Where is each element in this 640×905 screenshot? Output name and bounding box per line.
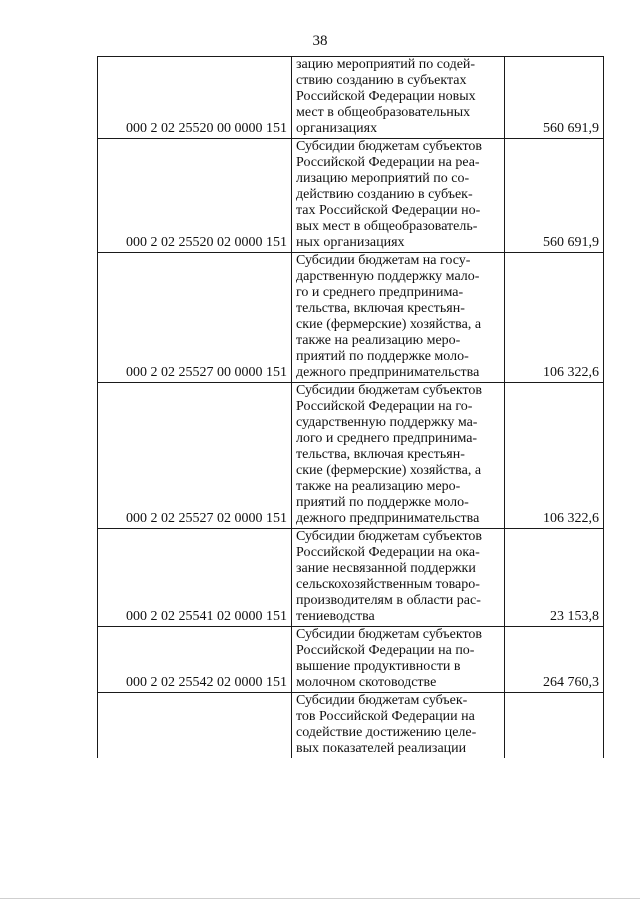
budget-table <box>97 56 604 758</box>
table-row <box>98 139 604 253</box>
budget-amount: 23 153,8 <box>505 529 604 627</box>
budget-description <box>292 139 505 253</box>
budget-code: 000 2 02 25520 00 0000 151 <box>98 57 292 139</box>
description-text: Субсидии бюджетам субъектов Российской Федерации на ока- зание несвязанной поддержки сельскохозяйственным товаро- производителям в области рас- тениеводства <box>296 529 483 624</box>
table-row <box>98 383 604 529</box>
description-text: зацию мероприятий по содей- ствию созданию в субъектах Российской Федерации новых мест в общеобразовательных организациях <box>296 57 476 136</box>
budget-amount: 264 760,3 <box>505 627 604 693</box>
table-row <box>98 627 604 693</box>
description-text: Субсидии бюджетам на госу- дарственную поддержку мало- го и среднего предпринима- тельства, включая крестьян- ские (фермерские) хозяйства, а также на реализацию меро- приятий по поддержке моло- дежного предпринимательства <box>296 253 482 380</box>
budget-code: 000 2 02 25541 02 0000 151 <box>98 529 292 627</box>
description-text: Субсидии бюджетам субъектов Российской Федерации на реа- лизацию мероприятий по со- действию созданию в субъек- тах Российской Федерации но- вых мест в общеобразователь- ных организациях <box>296 139 483 250</box>
budget-code <box>98 693 292 759</box>
budget-amount <box>505 693 604 759</box>
budget-amount: 106 322,6 <box>505 253 604 383</box>
budget-description <box>292 253 505 383</box>
budget-code: 000 2 02 25527 00 0000 151 <box>98 253 292 383</box>
budget-code: 000 2 02 25542 02 0000 151 <box>98 627 292 693</box>
budget-description <box>292 627 505 693</box>
description-text: Субсидии бюджетам субъек- тов Российской Федерации на содействие достижению целе- вых показателей реализации <box>296 693 477 756</box>
budget-description <box>292 383 505 529</box>
budget-code: 000 2 02 25527 02 0000 151 <box>98 383 292 529</box>
budget-code: 000 2 02 25520 02 0000 151 <box>98 139 292 253</box>
budget-amount: 560 691,9 <box>505 57 604 139</box>
budget-description <box>292 693 505 759</box>
budget-amount: 106 322,6 <box>505 383 604 529</box>
table-row <box>98 693 604 759</box>
description-text: Субсидии бюджетам субъектов Российской Федерации на по- вышение продуктивности в молочном скотоводстве <box>296 627 483 690</box>
description-text: Субсидии бюджетам субъектов Российской Федерации на го- сударственную поддержку ма- лого и среднего предпринима- тельства, включая крестьян- ские (фермерские) хозяйства, а также на реализацию меро- приятий по поддержке моло- дежного предпринимательства <box>296 383 483 526</box>
table-row <box>98 253 604 383</box>
budget-amount: 560 691,9 <box>505 139 604 253</box>
table-row <box>98 57 604 139</box>
page-edge-rule <box>0 898 640 899</box>
budget-description <box>292 529 505 627</box>
page-number: 38 <box>312 33 328 49</box>
table-row <box>98 529 604 627</box>
budget-description <box>292 57 505 139</box>
